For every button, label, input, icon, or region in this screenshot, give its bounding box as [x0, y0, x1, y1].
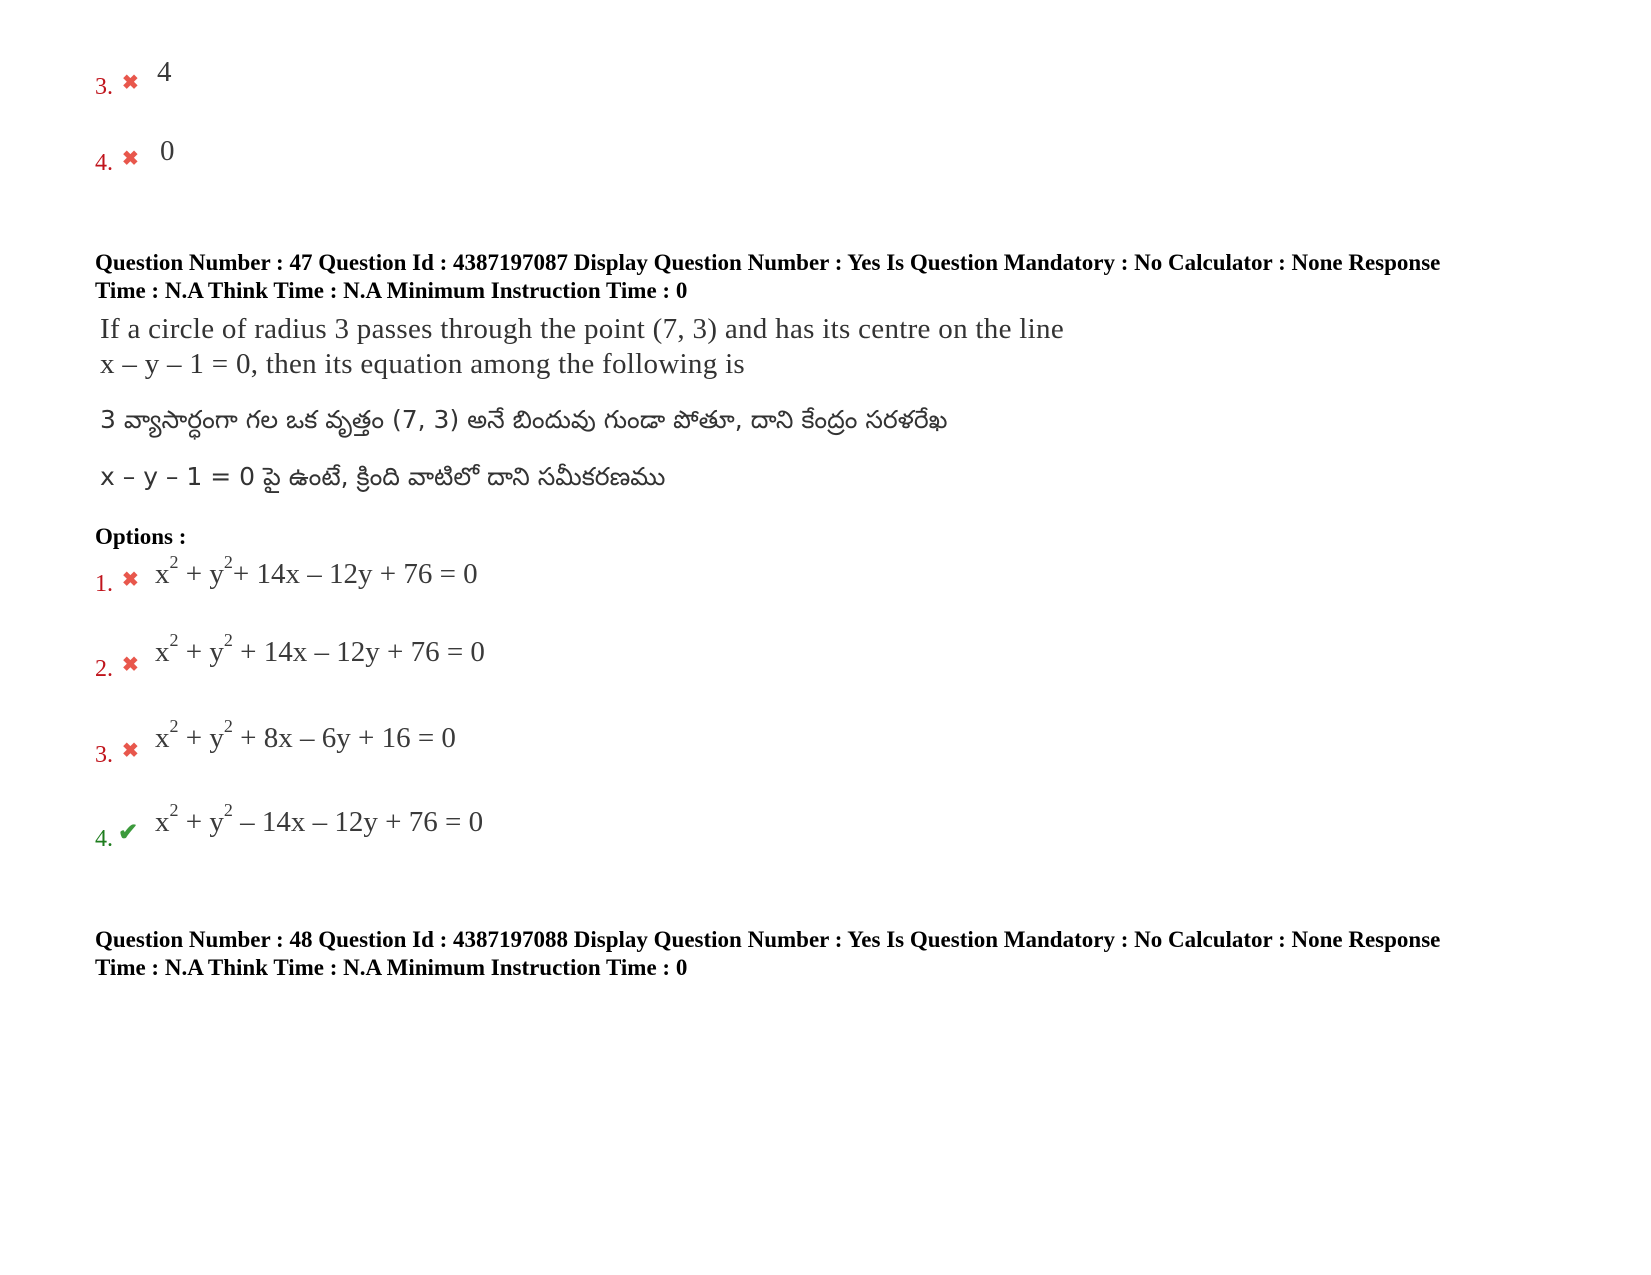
question-text-telugu-line2: x – y – 1 = 0 పై ఉంటే, క్రింది వాటిలో దాని సమీకరణము — [100, 462, 666, 491]
option-number: 2. — [95, 656, 113, 682]
option-number: 3. — [95, 74, 113, 100]
meta-line: Question Number : 47 Question Id : 4387197087 Display Question Number : Yes Is Question Mandatory : No Calculator : None Response — [95, 250, 1441, 275]
wrong-mark-icon: ✖ — [122, 72, 139, 94]
wrong-mark-icon: ✖ — [122, 740, 139, 762]
option-2-equation: $x^2 + y^2 + 14x - 12y + 76 = 0$ — [155, 630, 485, 668]
question-meta — [95, 926, 1585, 982]
option-1-equation: $x^2 + y^2+ 14x - 12y + 76 = 0$ — [155, 552, 478, 590]
question-text-english-line2: x – y – 1 = 0, then its equation among the following is — [100, 348, 746, 380]
correct-check-icon: ✔ — [118, 820, 139, 846]
wrong-mark-icon: ✖ — [122, 569, 139, 591]
option-3-equation: $x^2 + y^2 + 8x - 6y + 16 = 0$ — [155, 716, 456, 754]
meta-line: Time : N.A Think Time : N.A Minimum Instruction Time : 0 — [95, 278, 688, 303]
wrong-mark-icon: ✖ — [122, 148, 139, 170]
options-label: Options : — [95, 524, 187, 549]
option-number: 4. — [95, 150, 113, 176]
option-text: 0 — [160, 135, 175, 167]
option-number: 3. — [95, 742, 113, 768]
option-number: 4. — [95, 826, 113, 852]
option-number: 1. — [95, 571, 113, 597]
question-text-telugu-line1: 3 వ్యాసార్ధంగా గల ఒక వృత్తం (7, 3) అనే బిందువు గుండా పోతూ, దాని కేంద్రం సరళరేఖ — [100, 405, 948, 434]
option-4-equation: $x^2 + y^2 - 14x - 12y + 76 = 0$ — [155, 800, 484, 838]
wrong-mark-icon: ✖ — [122, 654, 139, 676]
meta-line: Time : N.A Think Time : N.A Minimum Instruction Time : 0 — [95, 955, 688, 980]
question-text-english-line1: If a circle of radius 3 passes through the point (7, 3) and has its centre on the line — [100, 313, 1064, 345]
question-meta — [95, 249, 1585, 305]
option-text: 4 — [157, 56, 172, 88]
meta-line: Question Number : 48 Question Id : 4387197088 Display Question Number : Yes Is Question Mandatory : No Calculator : None Response — [95, 927, 1441, 952]
